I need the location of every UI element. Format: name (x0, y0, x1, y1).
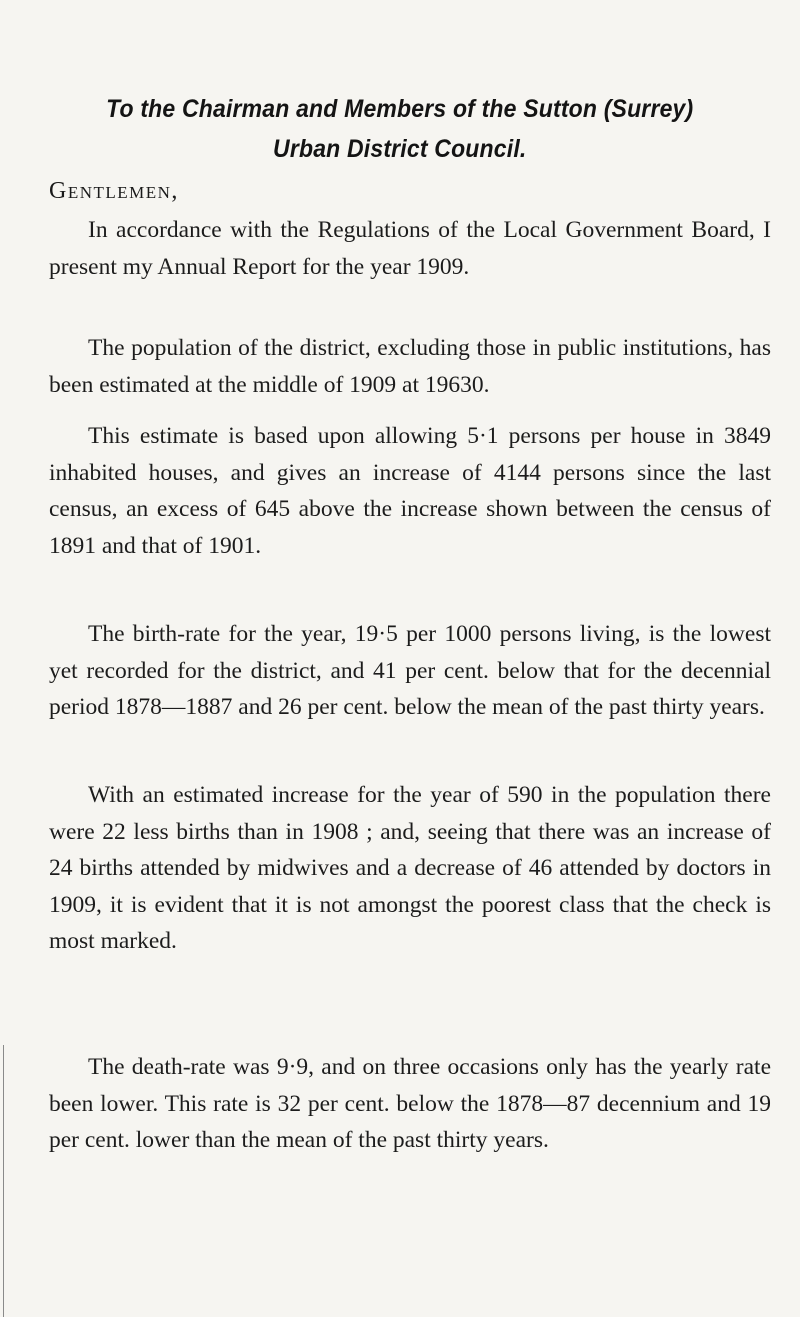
address-heading-line-1: To the Chairman and Members of the Sutton (Surrey) (106, 95, 694, 123)
paragraph-birth-rate: The birth-rate for the year, 19·5 per 1000 persons living, is the lowest yet recorded for the district, and 41 per cent. below that for the decennial period 1878—1887 and 26 per cent. below the mean of the past thirty years. (49, 621, 771, 721)
paragraph-annual-report: In accordance with the Regulations of the Local Government Board, I present my Annual Report for the year 1909. (49, 217, 771, 280)
paragraph-death-rate: The death-rate was 9·9, and on three occasions only has the yearly rate been lower. This rate is 32 per cent. below the 1878—87 decennium and 19 per cent. lower than the mean of the past thirty years. (49, 1054, 771, 1154)
paragraph-estimate: This estimate is based upon allowing 5·1 persons per house in 3849 inhabited houses, and gives an increase of 4144 persons since the last census, an excess of 645 above the increase shown between the census of 1891 and that of 1901. (49, 423, 771, 559)
page-edge-line (3, 1045, 4, 1317)
paragraph-births: With an estimated increase for the year of 590 in the population there were 22 less births than in 1908 ; and, seeing that there was an increase of 24 births attended by midwives and a decrease of 46 attended by doctors in 1909, it is evident that it is not amongst the poorest class that the check is most marked. (49, 782, 771, 955)
paragraph-population: The population of the district, excluding those in public institutions, has been estimated at the middle of 1909 at 19630. (49, 335, 771, 398)
address-heading-line-2: Urban District Council. (273, 135, 527, 163)
salutation: Gentlemen, (49, 178, 179, 204)
